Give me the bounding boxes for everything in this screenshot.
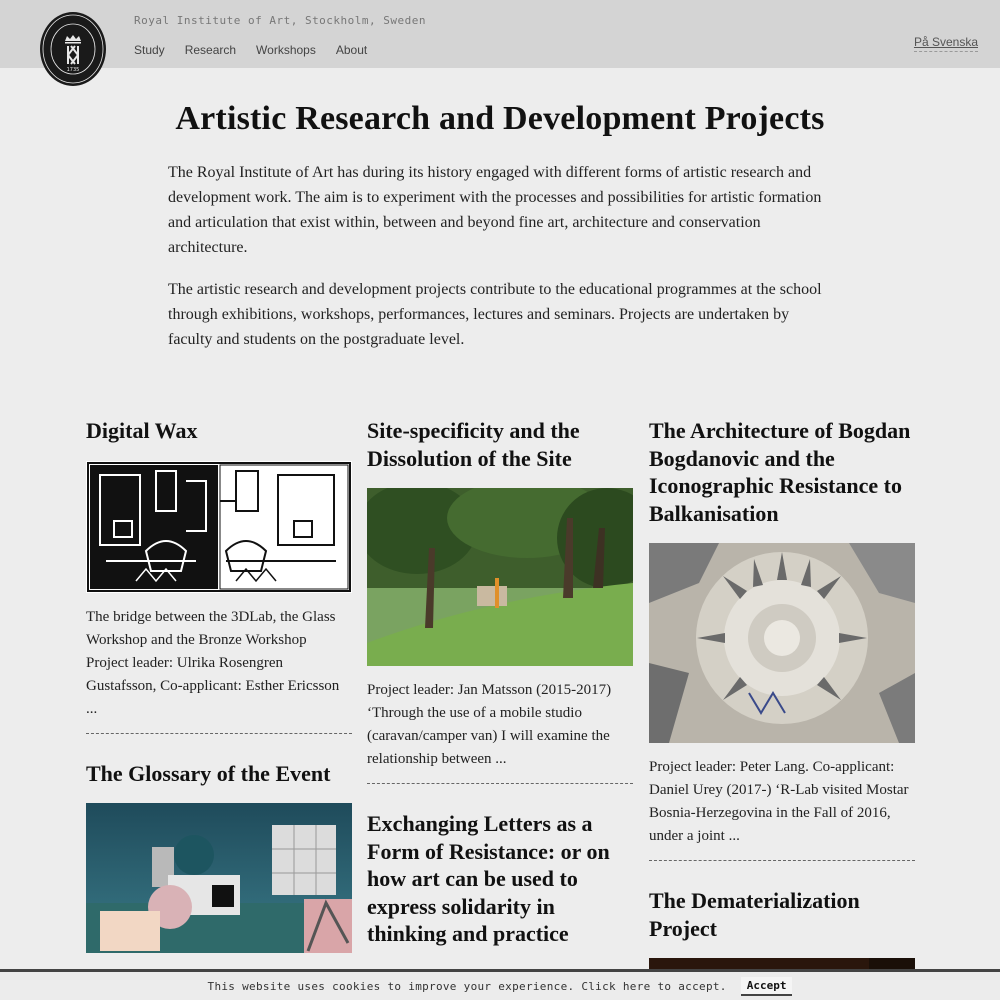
site-header [0, 0, 1000, 73]
project-title[interactable]: The Dematerialization Project [649, 888, 860, 941]
project-image-site-specificity[interactable] [367, 488, 633, 666]
project-card-site-specificity[interactable] [367, 417, 633, 784]
nav-about[interactable]: About [335, 43, 368, 57]
cookie-consent-bar [0, 969, 1000, 1000]
project-excerpt: Project leader: Jan Matsson (2015-2017) ‘Through the use of a mobile studio (caravan/camper van) I will examine the relationship between ... [367, 679, 633, 784]
project-title[interactable]: Digital Wax [86, 418, 198, 443]
project-excerpt: The bridge between the 3DLab, the Glass Workshop and the Bronze Workshop Project leader: Ulrika Rosengren Gustafsson, Co-applicant: Esther Ericsson ... [86, 606, 352, 734]
nav-research[interactable]: Research [184, 43, 237, 57]
main-nav [134, 43, 387, 57]
project-image-digital-wax[interactable] [86, 461, 352, 593]
project-card-exchanging-letters[interactable] [367, 810, 633, 948]
project-title[interactable]: The Architecture of Bogdan Bogdanovic and the Iconographic Resistance to Balkanisation [649, 418, 911, 526]
project-card-digital-wax[interactable] [86, 417, 352, 734]
project-card-glossary[interactable] [86, 760, 352, 1000]
project-column [86, 417, 352, 1000]
project-image-bogdanovic[interactable] [649, 543, 915, 743]
project-column [367, 417, 633, 974]
accept-cookies-button[interactable]: Accept [741, 977, 793, 996]
project-title[interactable]: Site-specificity and the Dissolution of the Site [367, 418, 580, 471]
project-image-glossary[interactable] [86, 803, 352, 953]
intro-paragraph: The artistic research and development projects contribute to the educational programmes at the school through exhibitions, workshops, performances, lectures and seminars. Projects are undertaken by faculty and students on the postgraduate level. [168, 281, 822, 348]
svg-text:1735: 1735 [66, 67, 80, 73]
project-title[interactable]: Exchanging Letters as a Form of Resistance: or on how art can be used to express solidarity in thinking and practice [367, 811, 610, 946]
language-switch-link[interactable]: På Svenska [914, 35, 978, 52]
project-title[interactable]: The Glossary of the Event [86, 760, 331, 786]
page-title: Artistic Research and Development Projects [175, 100, 825, 137]
intro-text [168, 160, 832, 352]
site-tagline: Royal Institute of Art, Stockholm, Sweden [134, 14, 427, 27]
project-column [649, 417, 915, 1000]
nav-workshops[interactable]: Workshops [256, 43, 316, 57]
cookie-message[interactable]: This website uses cookies to improve your experience. Click here to accept. [207, 979, 727, 993]
royal-institute-logo[interactable] [39, 11, 107, 87]
intro-paragraph: The Royal Institute of Art has during its history engaged with different forms of artistic research and development work. The aim is to experiment with the processes and possibilities for artistic formation and articulation that exist within, between and beyond fine art, architecture and conservation architecture. [168, 164, 822, 256]
nav-study[interactable]: Study [134, 43, 165, 57]
project-card-bogdanovic[interactable] [649, 417, 915, 861]
project-excerpt: Project leader: Peter Lang. Co-applicant: Daniel Urey (2017-) ‘R-Lab visited Mostar Bosnia-Herzegovina in the Fall of 2016, under a joint ... [649, 756, 915, 861]
